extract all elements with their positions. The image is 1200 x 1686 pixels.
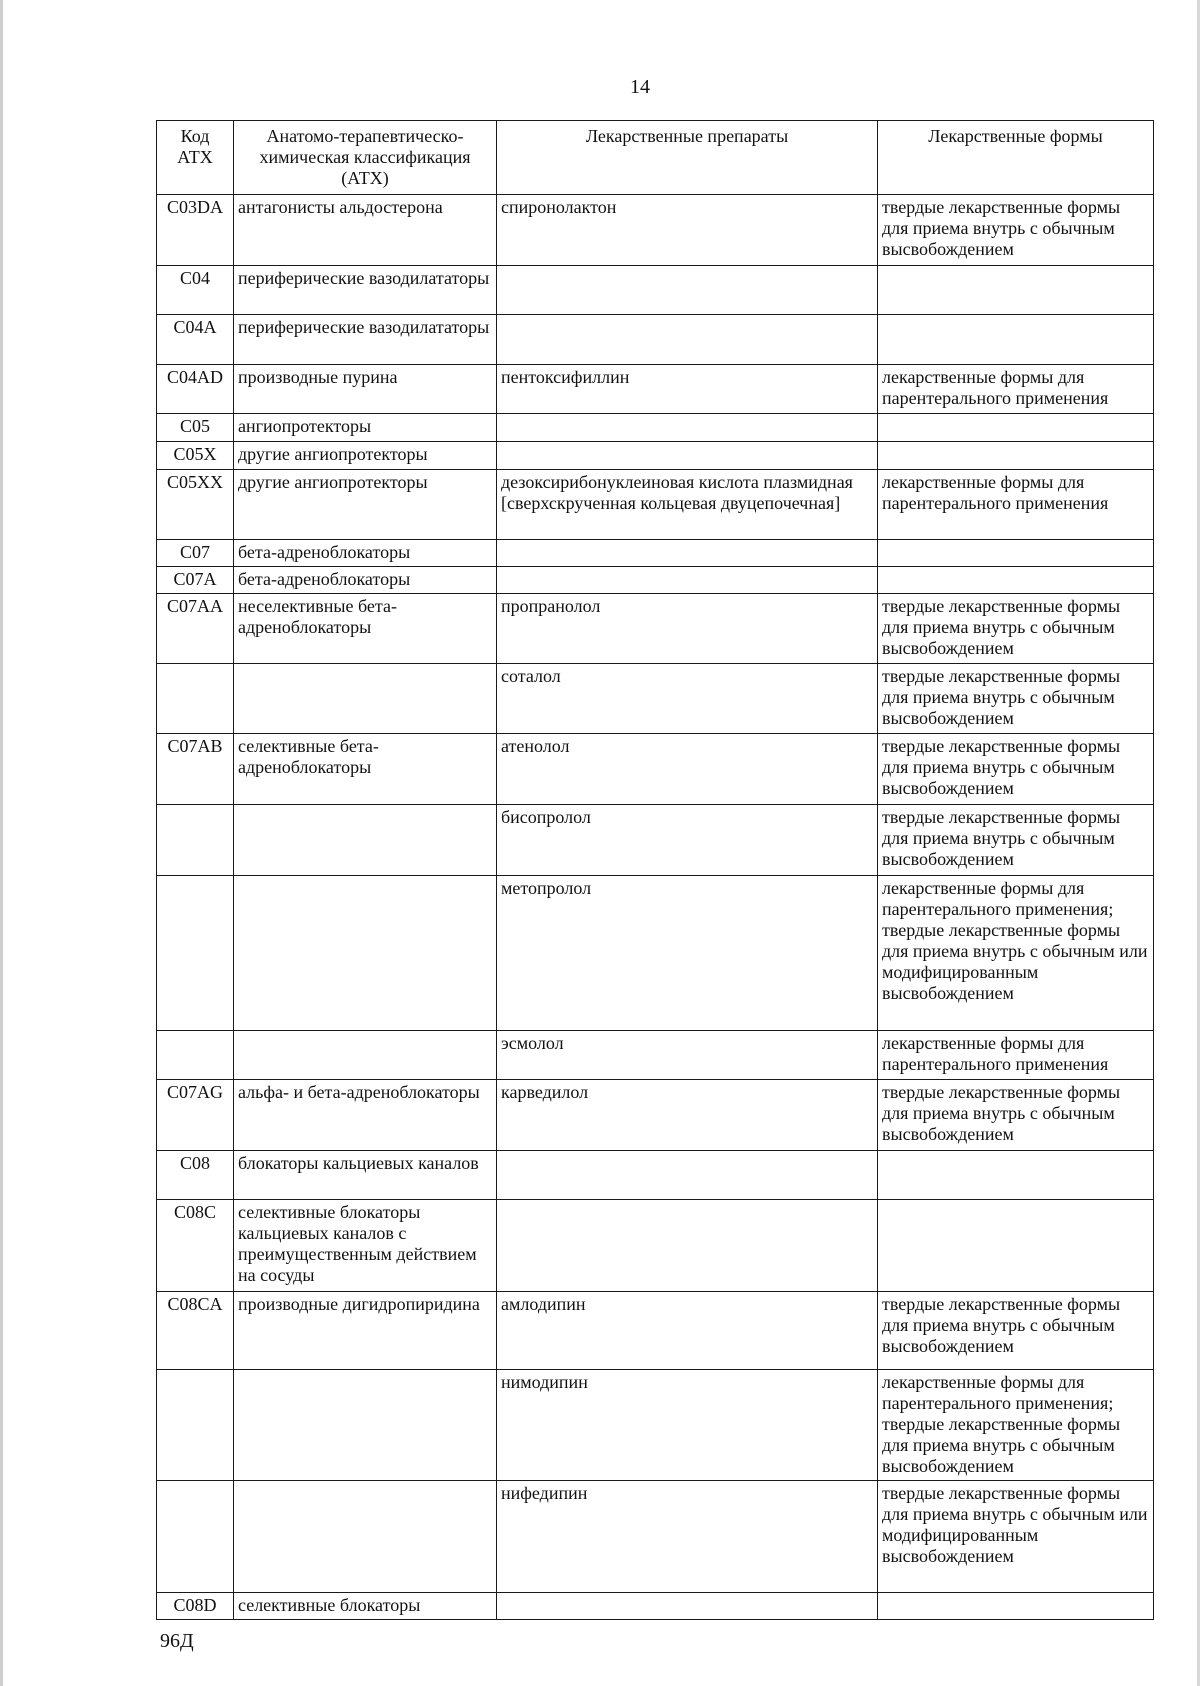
atc-classification: другие ангиопротекторы — [234, 442, 497, 470]
atc-code — [157, 664, 234, 734]
table-row — [157, 195, 1154, 266]
table-row — [157, 315, 1154, 365]
atc-code — [157, 805, 234, 876]
atc-classification: неселективные бета-адреноблокаторы — [234, 594, 497, 664]
table-row — [157, 1200, 1154, 1292]
atc-code: C07A — [157, 567, 234, 594]
atc-classification: бета-адреноблокаторы — [234, 540, 497, 567]
dosage-form — [878, 315, 1154, 365]
table-row — [157, 1031, 1154, 1080]
dosage-form: твердые лекарственные формы для приема внутрь с обычным высвобождением — [878, 734, 1154, 805]
table-header-row — [157, 121, 1154, 195]
drug-name: бисопролол — [497, 805, 878, 876]
drug-name: карведилол — [497, 1080, 878, 1151]
atc-code: C08 — [157, 1151, 234, 1200]
atc-classification: блокаторы кальциевых каналов — [234, 1151, 497, 1200]
dosage-form — [878, 1200, 1154, 1292]
atc-code: C08D — [157, 1593, 234, 1620]
document-footer-mark: 96Д — [160, 1630, 194, 1652]
atc-code: C05X — [157, 442, 234, 470]
dosage-form: твердые лекарственные формы для приема внутрь с обычным высвобождением — [878, 195, 1154, 266]
atc-code: C07 — [157, 540, 234, 567]
dosage-form — [878, 266, 1154, 315]
table-row — [157, 876, 1154, 1031]
table-row — [157, 1481, 1154, 1593]
table-row — [157, 470, 1154, 540]
dosage-form — [878, 540, 1154, 567]
drug-name — [497, 1151, 878, 1200]
dosage-form — [878, 442, 1154, 470]
drug-classification-table — [156, 120, 1154, 1620]
dosage-form — [878, 1593, 1154, 1620]
atc-classification: селективные блокаторы кальциевых каналов с преимущественным действием на сосуды — [234, 1200, 497, 1292]
header-code: Код АТХ — [157, 121, 234, 195]
header-classification: Анатомо-терапевтическо-химическая классификация (АТХ) — [234, 121, 497, 195]
atc-classification: альфа- и бета-адреноблокаторы — [234, 1080, 497, 1151]
dosage-form: твердые лекарственные формы для приема внутрь с обычным или модифицированным высвобождением — [878, 1481, 1154, 1593]
dosage-form — [878, 567, 1154, 594]
drug-name — [497, 414, 878, 442]
dosage-form — [878, 414, 1154, 442]
dosage-form: лекарственные формы для парентерального применения — [878, 470, 1154, 540]
atc-classification — [234, 1370, 497, 1481]
drug-name: дезоксирибонуклеиновая кислота плазмидная [сверхскрученная кольцевая двуцепочечная] — [497, 470, 878, 540]
dosage-form: твердые лекарственные формы для приема внутрь с обычным высвобождением — [878, 1080, 1154, 1151]
atc-code — [157, 1031, 234, 1080]
table-row — [157, 734, 1154, 805]
drug-name: метопролол — [497, 876, 878, 1031]
atc-code — [157, 1370, 234, 1481]
atc-classification: производные пурина — [234, 365, 497, 414]
table-row — [157, 266, 1154, 315]
table-row — [157, 594, 1154, 664]
drug-name — [497, 442, 878, 470]
drug-name: спиронолактон — [497, 195, 878, 266]
dosage-form: твердые лекарственные формы для приема внутрь с обычным высвобождением — [878, 664, 1154, 734]
dosage-form: твердые лекарственные формы для приема внутрь с обычным высвобождением — [878, 805, 1154, 876]
atc-classification — [234, 1481, 497, 1593]
atc-classification: периферические вазодилататоры — [234, 315, 497, 365]
atc-code: C04 — [157, 266, 234, 315]
page-number: 14 — [630, 76, 650, 98]
table-row — [157, 805, 1154, 876]
atc-classification: периферические вазодилататоры — [234, 266, 497, 315]
dosage-form: лекарственные формы для парентерального применения; твердые лекарственные формы для приема внутрь с обычным или модифицированным высвобождением — [878, 876, 1154, 1031]
atc-code: C08C — [157, 1200, 234, 1292]
atc-classification: селективные блокаторы — [234, 1593, 497, 1620]
table-row — [157, 1370, 1154, 1481]
atc-code: C03DA — [157, 195, 234, 266]
table-row — [157, 1080, 1154, 1151]
atc-code: C07AB — [157, 734, 234, 805]
header-forms: Лекарственные формы — [878, 121, 1154, 195]
atc-classification: бета-адреноблокаторы — [234, 567, 497, 594]
atc-classification: другие ангиопротекторы — [234, 470, 497, 540]
atc-classification — [234, 805, 497, 876]
table-row — [157, 442, 1154, 470]
atc-code: C04A — [157, 315, 234, 365]
atc-classification — [234, 1031, 497, 1080]
table-row — [157, 1151, 1154, 1200]
table-row — [157, 1292, 1154, 1370]
table-row — [157, 1593, 1154, 1620]
dosage-form: лекарственные формы для парентерального применения — [878, 365, 1154, 414]
drug-name: нифедипин — [497, 1481, 878, 1593]
atc-classification — [234, 664, 497, 734]
header-drugs: Лекарственные препараты — [497, 121, 878, 195]
drug-name: амлодипин — [497, 1292, 878, 1370]
dosage-form — [878, 1151, 1154, 1200]
drug-name: нимодипин — [497, 1370, 878, 1481]
table-row — [157, 540, 1154, 567]
atc-code: C04AD — [157, 365, 234, 414]
drug-name — [497, 567, 878, 594]
dosage-form: лекарственные формы для парентерального применения — [878, 1031, 1154, 1080]
drug-name — [497, 540, 878, 567]
drug-name — [497, 266, 878, 315]
dosage-form: твердые лекарственные формы для приема внутрь с обычным высвобождением — [878, 594, 1154, 664]
atc-code — [157, 1481, 234, 1593]
atc-code: C08CA — [157, 1292, 234, 1370]
atc-classification: антагонисты альдостерона — [234, 195, 497, 266]
table-row — [157, 365, 1154, 414]
atc-classification: ангиопротекторы — [234, 414, 497, 442]
dosage-form: твердые лекарственные формы для приема внутрь с обычным высвобождением — [878, 1292, 1154, 1370]
atc-code: C05XX — [157, 470, 234, 540]
drug-name — [497, 1200, 878, 1292]
atc-classification: производные дигидропиридина — [234, 1292, 497, 1370]
drug-name — [497, 315, 878, 365]
drug-name: пропранолол — [497, 594, 878, 664]
drug-name: пентоксифиллин — [497, 365, 878, 414]
atc-classification — [234, 876, 497, 1031]
drug-name: соталол — [497, 664, 878, 734]
table-row — [157, 414, 1154, 442]
atc-code: C07AA — [157, 594, 234, 664]
drug-name: атенолол — [497, 734, 878, 805]
dosage-form: лекарственные формы для парентерального применения; твердые лекарственные формы для приема внутрь с обычным высвобождением — [878, 1370, 1154, 1481]
drug-name: эсмолол — [497, 1031, 878, 1080]
atc-classification: селективные бета-адреноблокаторы — [234, 734, 497, 805]
atc-code: C05 — [157, 414, 234, 442]
table-row — [157, 664, 1154, 734]
atc-code — [157, 876, 234, 1031]
drug-name — [497, 1593, 878, 1620]
table-row — [157, 567, 1154, 594]
atc-code: C07AG — [157, 1080, 234, 1151]
scan-edge-left — [0, 0, 3, 1686]
